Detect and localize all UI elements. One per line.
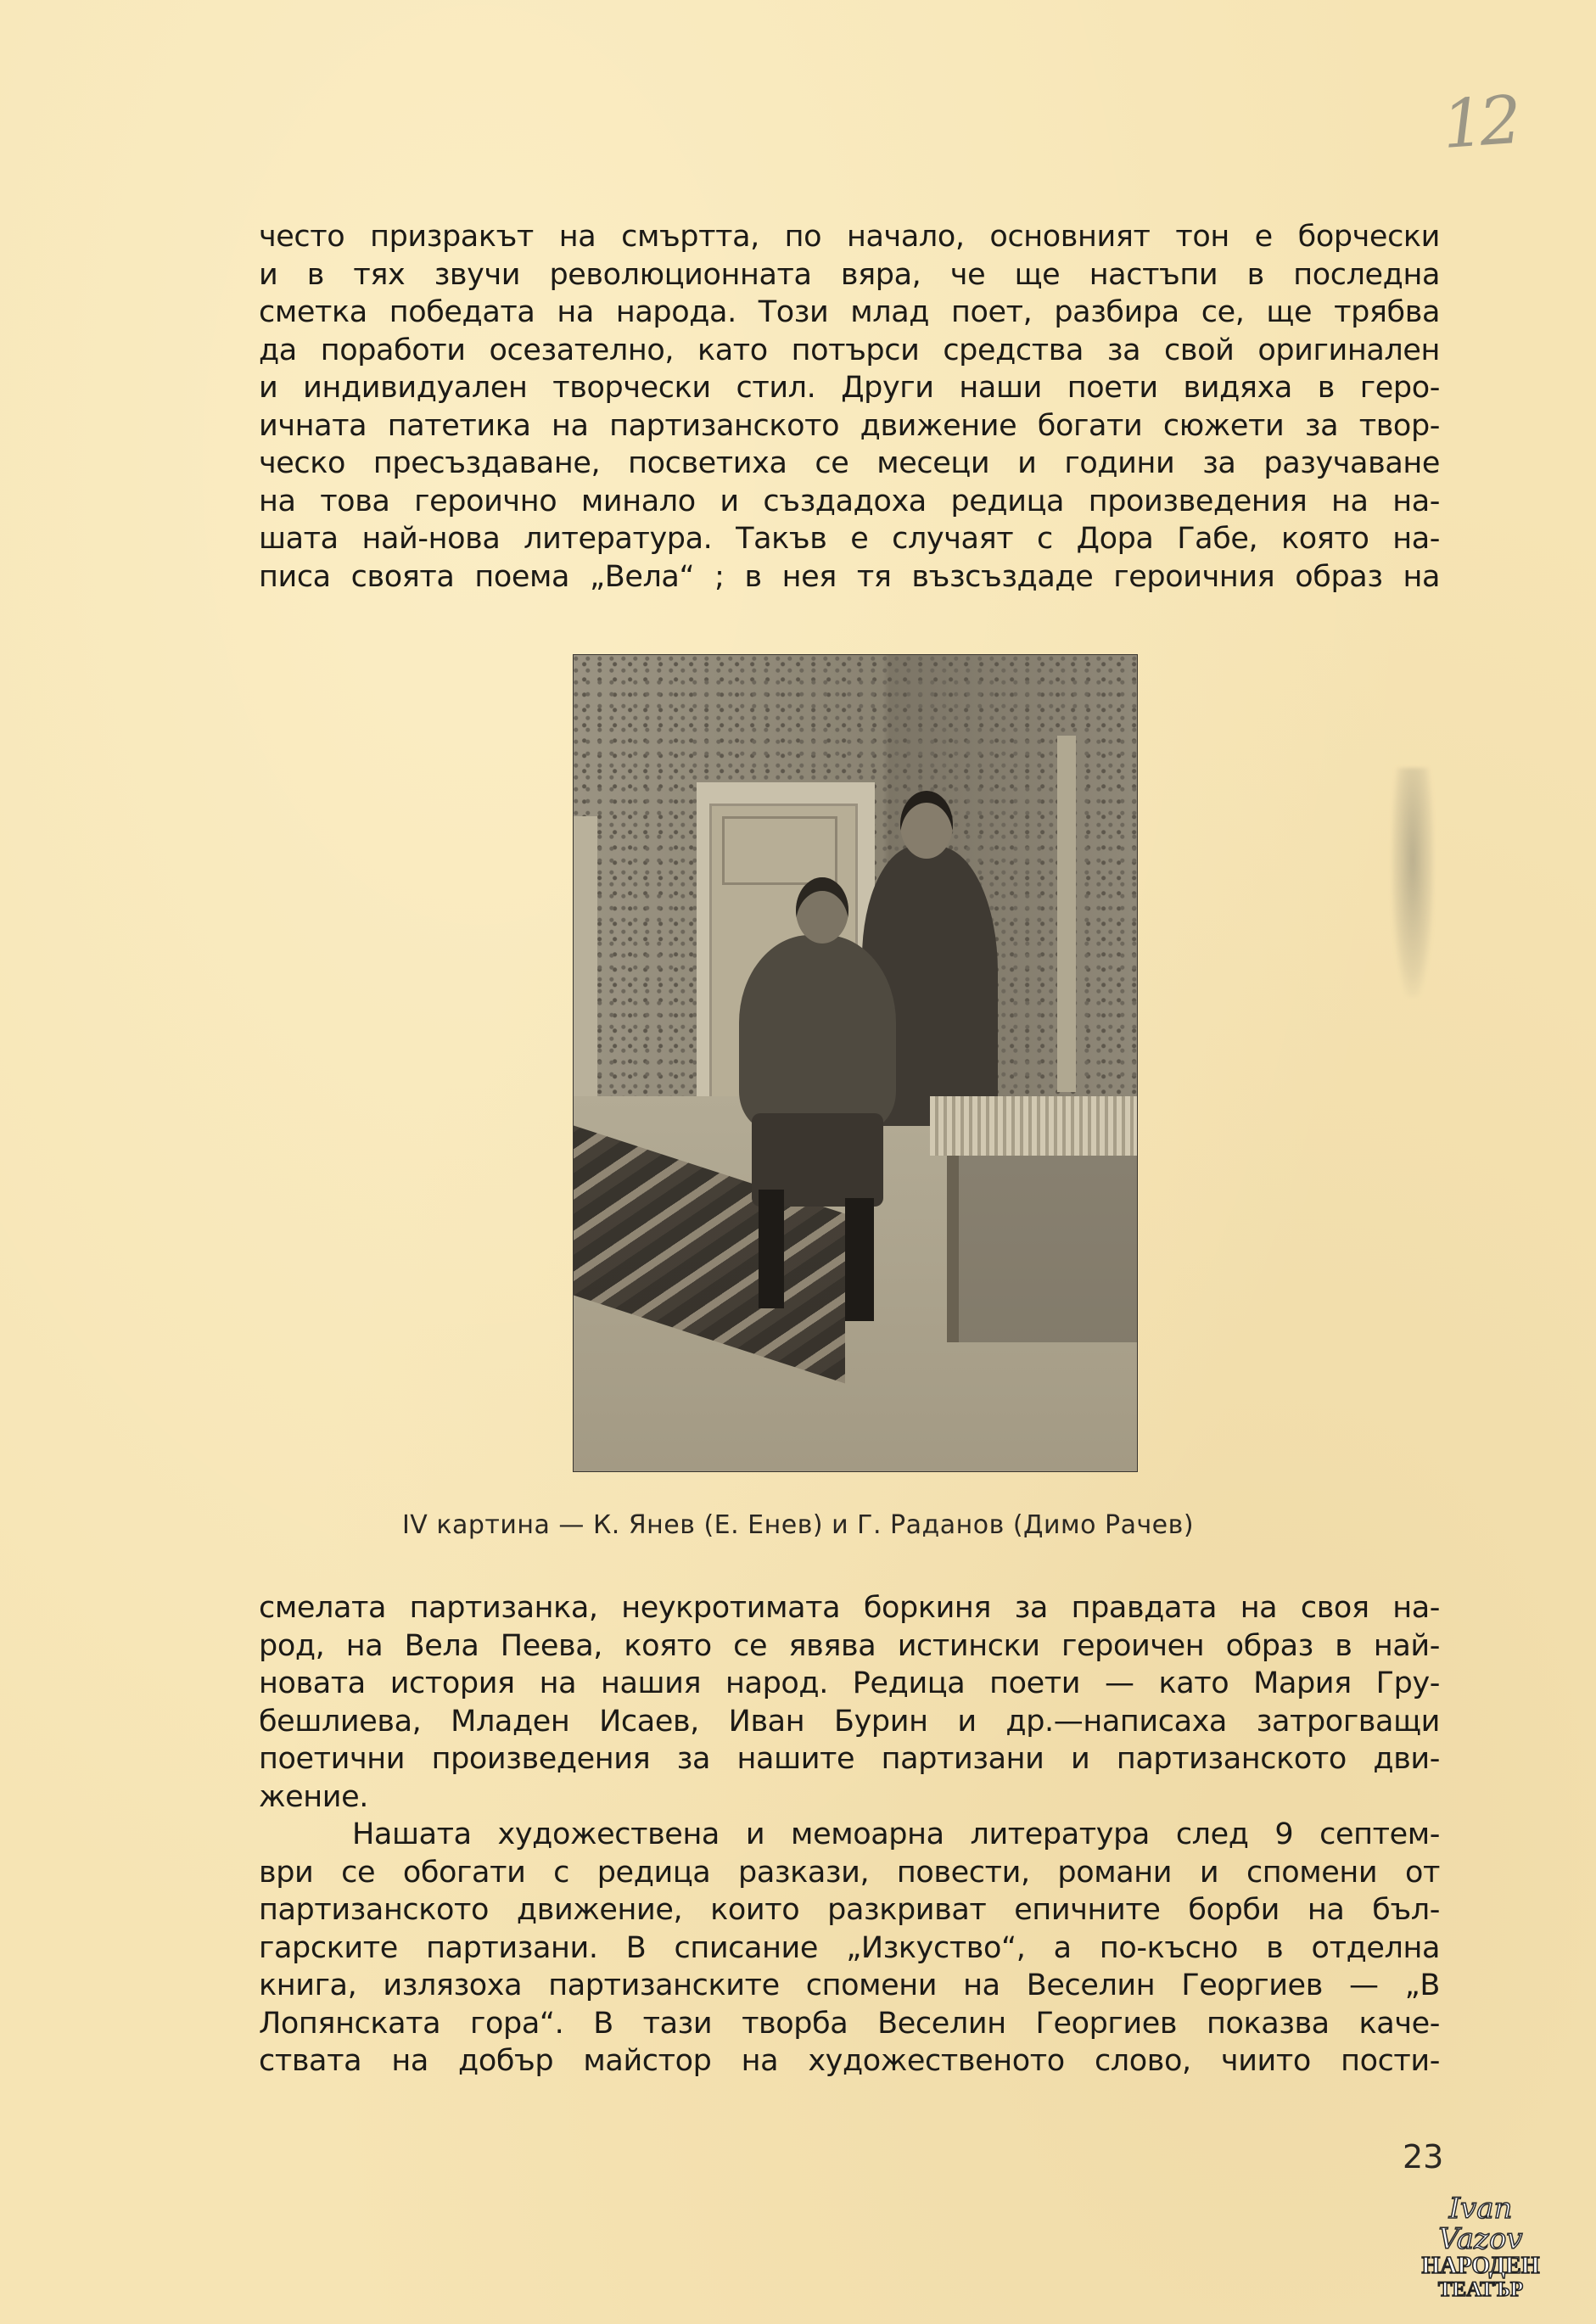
- text-line: шата най-нова литература. Такъв е случаят с Дора Габе, която на-: [259, 522, 1440, 556]
- text-line: да поработи осезателно, като потърси средства за свой оригинален: [259, 333, 1440, 367]
- text-line: поетични произведения за нашите партизани и партизанското дви-: [259, 1742, 1440, 1776]
- text-line: ври се обогати с редица разкази, повести, романи и спомени от: [259, 1855, 1440, 1890]
- text-line: смелата партизанка, неукротимата боркиня за правдата на своя на-: [259, 1591, 1440, 1625]
- body-text-bottom: [259, 1589, 1440, 2080]
- text-line: книга, излязоха партизанските спомени на Веселин Георгиев — „В: [259, 1968, 1440, 2002]
- logo-line-1: НАРОДЕН: [1421, 2253, 1540, 2279]
- photo-table: [947, 1156, 1137, 1342]
- text-line: сметка победата на народа. Този млад поет, разбира се, ще трябва: [259, 295, 1440, 329]
- photo-seated-man: [739, 935, 896, 1130]
- text-line: ичната патетика на партизанското движение богати сюжети за твор-: [259, 408, 1440, 443]
- body-text-top: [259, 218, 1440, 596]
- text-line: жение.: [259, 1779, 368, 1814]
- photo-seated-man-head: [796, 877, 848, 944]
- photo-wall-pillar: [1057, 736, 1076, 1092]
- stage-photograph: [574, 655, 1137, 1471]
- photo-boot-left: [759, 1190, 784, 1308]
- paragraph-start: Нашата художествена и мемоарна литература след 9 септем-: [352, 1817, 1440, 1851]
- page-number: 23: [1403, 2138, 1444, 2176]
- logo-signature: Ivan Vazov: [1438, 2192, 1523, 2256]
- text-line: ствата на добър майстор на художественото слово, чиито пости-: [259, 2044, 1440, 2078]
- photo-boot-right: [845, 1198, 874, 1321]
- text-line: Лопянската гора“. В тази творба Веселин Георгиев показва каче-: [259, 2006, 1440, 2041]
- paper-stain: [1392, 768, 1434, 997]
- national-theatre-logo: [1408, 2193, 1553, 2302]
- handwritten-page-note: 12: [1439, 82, 1520, 164]
- text-line: бешлиева, Младен Исаев, Иван Бурин и др.—написаха затрогващи: [259, 1704, 1440, 1739]
- text-line: партизанското движение, които разкриват епичните борби на бъл-: [259, 1893, 1440, 1927]
- text-line: често призракът на смъртта, по начало, основният тон е борчески: [259, 220, 1440, 254]
- figure-caption: IV картина — К. Янев (Е. Енев) и Г. Раданов (Димо Рачев): [401, 1510, 1195, 1540]
- photo-standing-man-head: [900, 791, 953, 859]
- text-line: гарските партизани. В списание „Изкуство“, а по-късно в отделна: [259, 1930, 1440, 1965]
- photo-left-door-frame: [574, 816, 597, 1105]
- text-line: писа своята поема „Вела“ ; в нея тя възсъздаде героичния образ на: [259, 559, 1440, 594]
- text-line: ческо пресъздаване, посветиха се месеци и години за разучаване: [259, 446, 1440, 480]
- logo-line-2: ТЕАТЪР: [1437, 2278, 1524, 2301]
- text-line: новата история на нашия народ. Редица поети — като Мария Гру-: [259, 1666, 1440, 1700]
- text-line: и в тях звучи революционната вяра, че ще настъпи в последна: [259, 257, 1440, 292]
- text-line: род, на Вела Пеева, която се явява истински героичен образ в най-: [259, 1628, 1440, 1663]
- photo-table-lace: [930, 1096, 1137, 1156]
- text-line: на това героично минало и създадоха редица произведения на на-: [259, 484, 1440, 518]
- photo-door-panel: [722, 816, 837, 885]
- text-line: и индивидуален творчески стил. Други наши поети видяха в геро-: [259, 371, 1440, 405]
